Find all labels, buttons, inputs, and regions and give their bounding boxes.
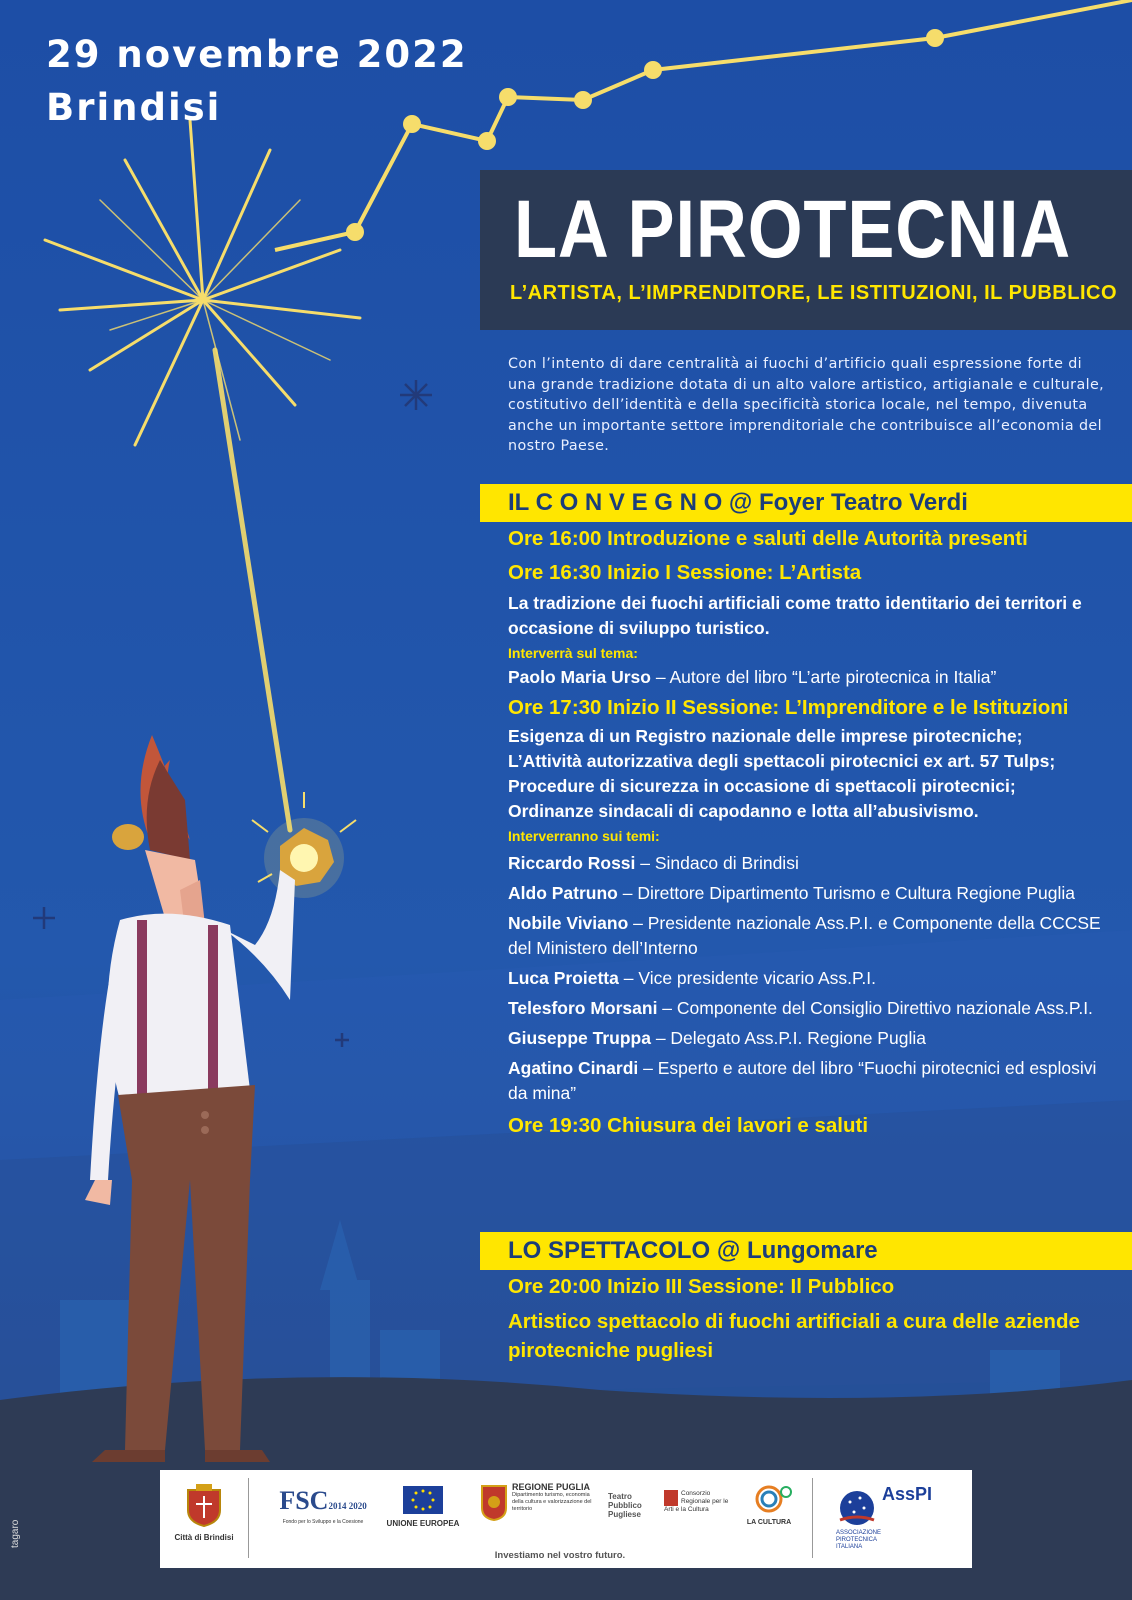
speaker-item (508, 1026, 1118, 1051)
speaker-name: Paolo Maria Urso (508, 667, 651, 687)
event-city: Brindisi (46, 86, 222, 129)
spettacolo-program (508, 1273, 1118, 1365)
session1-speaker-label: Interverrà sul tema: (508, 645, 638, 661)
asspi-label: AssPI (882, 1484, 933, 1504)
session2-topic: Procedure di sicurezza in occasione di spettacoli pirotecnici; (508, 776, 1016, 796)
logo-divider (812, 1478, 813, 1558)
eu-flag-icon (403, 1486, 443, 1514)
session2-topic: Esigenza di un Registro nazionale delle imprese pirotecniche; (508, 726, 1023, 746)
closing-line: Ore 19:30 Chiusura dei lavori e saluti (508, 1114, 869, 1137)
brindisi-crest-icon (184, 1482, 224, 1528)
session2-speakers-label: Interverranno sui temi: (508, 828, 660, 844)
cultura-label: LA CULTURA (746, 1519, 792, 1526)
session1-speaker (508, 665, 1118, 690)
logo-divider (248, 1478, 249, 1558)
asspi-globe-icon (836, 1484, 878, 1530)
cultura-swirl-icon (744, 1484, 794, 1514)
speaker-item (508, 966, 1118, 991)
fsc-years: 2014 2020 (328, 1501, 367, 1511)
speaker-role: – Presidente nazionale Ass.P.I. e Componente della CCCSE del Ministero dell’Interno (508, 913, 1101, 958)
convegno-heading: IL C O N V E G N O @ Foyer Teatro Verdi (480, 484, 1132, 522)
regione-crest-icon (480, 1482, 508, 1522)
regione-label: REGIONE PUGLIA (512, 1482, 591, 1492)
cultura-logo (738, 1484, 800, 1526)
speaker-name: Giuseppe Truppa (508, 1028, 651, 1048)
teatro-pubblico-logo: Teatro Pubblico Pugliese (608, 1492, 642, 1519)
page-title: LA PIROTECNIA (514, 184, 1072, 275)
title-box (480, 170, 1132, 330)
convegno-program (508, 525, 1118, 1140)
speaker-role: – Componente del Consiglio Direttivo nazionale Ass.P.I. (657, 998, 1093, 1018)
eu-label: UNIONE EUROPEA (386, 1519, 460, 1528)
consorzio-label: Consorzio Regionale per le Arti e la Cultura (664, 1490, 729, 1513)
speaker-item (508, 996, 1118, 1021)
speaker-role: – Vice presidente vicario Ass.P.I. (618, 968, 877, 988)
session3-title: Ore 20:00 Inizio III Sessione: Il Pubblico (508, 1275, 895, 1298)
page-subtitle: L’ARTISTA, L’IMPRENDITORE, LE ISTITUZIONI, IL PUBBLICO (510, 282, 1118, 304)
brindisi-logo (170, 1482, 238, 1542)
consorzio-logo (664, 1490, 732, 1514)
speaker-name: Luca Proietta (508, 968, 619, 988)
spettacolo-heading: LO SPETTACOLO @ Lungomare (480, 1232, 1132, 1270)
intro-session-line: Ore 16:00 Introduzione e saluti delle Autorità presenti (508, 527, 1028, 550)
speaker-item (508, 851, 1118, 876)
designer-credit: tagaro (10, 1519, 21, 1548)
speaker-item (508, 881, 1118, 906)
session2-topic: Ordinanze sindacali di capodanno e lotta all’abusivismo. (508, 801, 979, 821)
session2-topic: L’Attività autorizzativa degli spettacoli pirotecnici ex art. 57 Tulps; (508, 751, 1056, 771)
speaker-name: Nobile Viviano (508, 913, 629, 933)
speaker-name: Riccardo Rossi (508, 853, 636, 873)
regione-sub-label: Dipartimento turismo, economia della cultura e valorizzazione del territorio (512, 1492, 592, 1512)
asspi-sub-label: ASSOCIAZIONE PIROTECNICA ITALIANA (836, 1530, 882, 1550)
speaker-name: Agatino Cinardi (508, 1058, 639, 1078)
fsc-label: FSC (279, 1486, 329, 1515)
speaker-item (508, 911, 1118, 961)
session1-topic: La tradizione dei fuochi artificiali come tratto identitario dei territori e occasione di sviluppo turistico. (508, 593, 1082, 638)
consorzio-mark-icon (664, 1490, 678, 1506)
regione-puglia-logo (480, 1482, 598, 1522)
speaker-role: – Sindaco di Brindisi (635, 853, 799, 873)
event-date: 29 novembre 2022 (46, 33, 468, 76)
brindisi-label: Città di Brindisi (174, 1533, 234, 1542)
asspi-logo (836, 1484, 956, 1551)
fsc-small-label: Fondo per lo Sviluppo e la Coesione (282, 1519, 364, 1525)
speaker-role: – Autore del libro “L’arte pirotecnica in Italia” (650, 667, 997, 687)
speaker-name: Telesforo Morsani (508, 998, 658, 1018)
session2-topics (508, 724, 1118, 824)
spettacolo-description: Artistico spettacolo di fuochi artificiali a cura delle aziende pirotecniche pugliesi (508, 1310, 1080, 1362)
session1-title: Ore 16:30 Inizio I Sessione: L’Artista (508, 561, 862, 584)
footer-motto: Investiamo nel vostro futuro. (494, 1550, 626, 1561)
speaker-role: – Delegato Ass.P.I. Regione Puglia (650, 1028, 926, 1048)
speaker-item (508, 1056, 1118, 1106)
speaker-role: – Direttore Dipartimento Turismo e Cultura Regione Puglia (617, 883, 1076, 903)
session2-title: Ore 17:30 Inizio II Sessione: L’Imprenditore e le Istituzioni (508, 696, 1069, 719)
sponsor-logo-bar (160, 1470, 972, 1568)
event-date-location (46, 28, 468, 134)
eu-logo (382, 1486, 464, 1528)
intro-text: Con l’intento di dare centralità ai fuochi d’artificio quali espressione forte di una grande tradizione dotata di un alto valore artistico, artigianale e culturale, costitutivo dell’identità e della specificità storica locale, nel tempo, divenuta anche un importante settore imprenditoriale che contribuisce all’economia del nostro Paese. (508, 356, 1105, 454)
speaker-name: Aldo Patruno (508, 883, 618, 903)
speaker-role: – Esperto e autore del libro “Fuochi pirotecnici ed esplosivi da mina” (508, 1058, 1097, 1103)
fsc-logo (268, 1488, 378, 1525)
